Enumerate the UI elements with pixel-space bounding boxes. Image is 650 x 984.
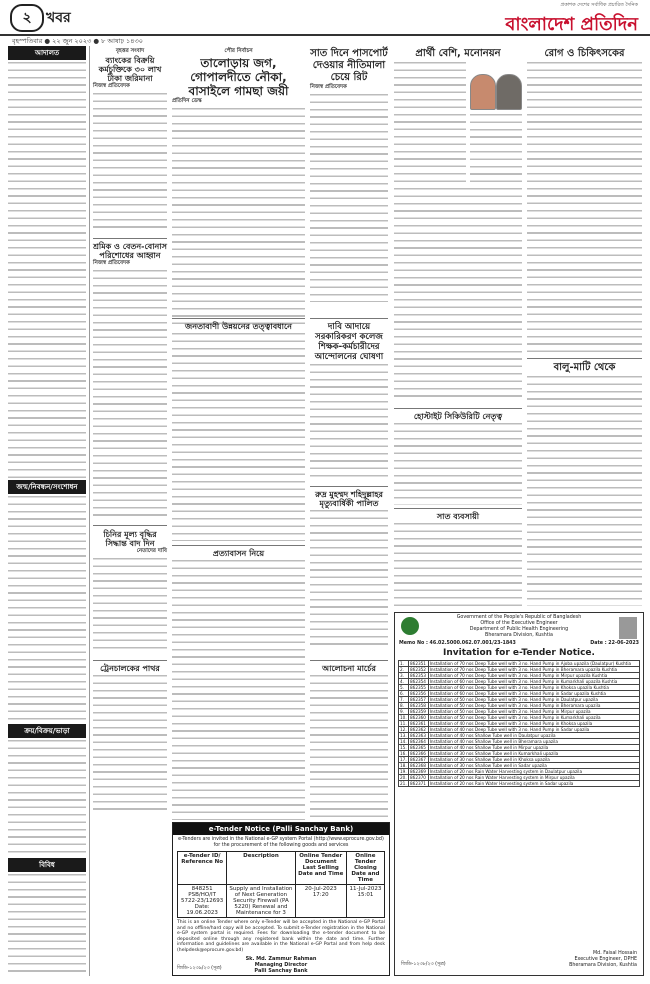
tender-row <box>399 679 640 685</box>
tender-cell: Installation of 30 nos Shallow Tube well in Sadar upazila <box>428 763 639 769</box>
gov-line-3: Department of Public Health Engineering <box>469 627 569 632</box>
divider <box>172 318 305 319</box>
tender-title: e-Tender Notice (Palli Sanchay Bank) <box>173 823 389 835</box>
tender-cell: 862356 <box>408 691 428 697</box>
divider <box>310 318 388 319</box>
tender-cell: 862358 <box>408 703 428 709</box>
invitation-signatory <box>569 951 637 969</box>
article-body <box>172 331 305 541</box>
article-disease-doctors <box>527 48 642 352</box>
headline: ট্রেনচালকের পাথর <box>100 664 160 673</box>
tender-table <box>398 660 640 787</box>
tender-cell: 18. <box>400 763 407 768</box>
tender-cell: 4. <box>399 679 409 685</box>
headline: প্রার্থী বেশি, মনোনয়ন <box>415 48 501 59</box>
tender-cell: 862362 <box>408 727 428 733</box>
headline: আলোচনা মার্চের <box>322 664 376 673</box>
article-municipal-election <box>172 48 305 324</box>
divider <box>310 660 388 661</box>
tender-cell: Installation of 60 nos Deep Tube well with 3 no. Hand Pump in Kumarkhali upazila Kushtia <box>428 679 639 685</box>
gov-line-4: Bheramara Division, Kushtia <box>485 633 553 638</box>
classified-text-4 <box>8 872 86 972</box>
tender-row <box>399 667 640 673</box>
box-title-birth: জন্ম/নিবন্ধন/সংশোধন <box>8 480 86 494</box>
classified-text-1 <box>8 60 86 480</box>
td-id: 848251 PSB/HO/IT 5722-23/12693 Date: 19.06.2023 <box>178 885 227 918</box>
article-body <box>172 558 305 820</box>
article-body <box>394 521 522 609</box>
tender-cell: 862359 <box>408 709 428 715</box>
tender-cell: Installation of 50 nos Deep Tube well with 3 no. Hand Pump in Kumarkhali upazila <box>428 715 639 721</box>
tender-cell: 17. <box>400 757 407 762</box>
box-title-buy-sell: ক্রয়/বিক্রয়/ভাড়া <box>8 724 86 738</box>
article-poet-anniversary <box>310 490 388 648</box>
tender-row <box>399 781 640 787</box>
byline: প্রতিদিন ডেস্ক <box>172 98 202 104</box>
article-body <box>93 673 167 813</box>
article-body-cont <box>470 112 522 186</box>
classified-text-2 <box>8 494 86 724</box>
tender-cell: 862355 <box>408 685 428 691</box>
article-sugar-price <box>93 530 167 651</box>
headline: বালু-মাটি থেকে <box>553 362 616 373</box>
byline: নিজস্ব প্রতিবেদক <box>93 260 130 266</box>
tender-cell: 11. <box>400 721 407 726</box>
tender-cell: Installation of 40 nos Deep Tube well with 3 no. Hand Pump in Sadar upazila <box>428 727 639 733</box>
logo-text: বাংলাদেশ প্রতিদিন <box>505 14 638 35</box>
tender-cell: 15. <box>400 745 407 750</box>
tender-cell: 3. <box>399 673 409 679</box>
tender-cell: 862363 <box>408 733 428 739</box>
signatory-title-2: Palli Sanchay Bank <box>254 967 308 974</box>
article-workers-wages <box>93 242 167 518</box>
invitation-tender-ad <box>394 612 644 976</box>
tender-cell: 862365 <box>408 745 428 751</box>
tender-cell: Installation of 40 nos Shallow Tube well in Daulatpur upazila <box>428 733 639 739</box>
headline: রোগ ও চিকিৎসকের <box>544 48 625 59</box>
gov-line-1: Government of the People's Republic of Bangladesh <box>456 615 582 620</box>
divider <box>310 486 388 487</box>
tender-cell: 862351 <box>408 661 428 667</box>
tender-cell: 862369 <box>408 769 428 775</box>
tender-cell: Installation of 20 nos Rain Water Harvesting system in Daulatpur upazila <box>428 769 639 775</box>
article-body <box>310 92 388 302</box>
headline: চিনির মূল্য বৃদ্ধির সিদ্ধান্ত বাদ দিন <box>103 530 157 548</box>
signatory-place: Bheramara Division, Kushtia <box>569 963 637 968</box>
headline: প্রত্যাবাসন নিয়ে <box>212 549 265 558</box>
article-body <box>394 421 522 505</box>
article-bank-fine <box>93 48 167 229</box>
headline: ব্যাংকের বিক্রয়ি কর্মচুক্তিকে ৩০ লাখ টাকা জরিমানা <box>98 56 162 83</box>
tender-cell: 9. <box>399 709 409 715</box>
article-development <box>172 322 305 541</box>
photo-woman <box>470 74 496 110</box>
article-body <box>172 106 305 324</box>
memo-number: Memo No : 46.02.5000.062.07.001/23-1843 <box>399 641 516 646</box>
th-last-selling: Online Tender Document Last Selling Date and Time <box>295 852 346 885</box>
article-body <box>93 556 167 651</box>
tender-cell: 14. <box>400 739 407 744</box>
kicker: বৃহত্তর সংবাদ <box>115 48 145 54</box>
tender-cell: 862361 <box>408 721 428 727</box>
article-body <box>310 673 388 823</box>
tender-cell: Installation of 60 nos Deep Tube well with 3 no. Hand Pump in Khoksa upazila Kushtia <box>428 685 639 691</box>
tender-cell: 862352 <box>408 667 428 673</box>
tender-cell: 21. <box>400 781 407 786</box>
article-body <box>310 362 388 482</box>
article-body <box>93 268 167 518</box>
tender-cell: 1. <box>399 661 409 667</box>
tender-cell: Installation of 40 nos Deep Tube well with 3 no. Hand Pump in Khoksa upazila <box>428 721 639 727</box>
tender-cell: Installation of 40 nos Shallow Tube well in Mirpur upazila <box>428 745 639 751</box>
divider <box>394 408 522 409</box>
tender-row <box>399 691 640 697</box>
divider <box>394 508 522 509</box>
palli-tender-table <box>177 851 385 918</box>
tender-row <box>399 661 640 667</box>
tender-row <box>399 673 640 679</box>
td-closing: 11-Jul-2023 15:01 <box>346 885 384 918</box>
divider <box>93 238 167 239</box>
tender-cell: Installation of 20 nos Rain Water Harvesting system in Sadar upazila <box>428 781 639 787</box>
byline: নিজস্ব প্রতিবেদক <box>310 84 347 90</box>
article-body <box>93 91 167 229</box>
classified-text-3 <box>8 738 86 858</box>
tender-cell: Installation of 50 nos Deep Tube well with 3 no. Hand Pump in Daulatpur upazila <box>428 697 639 703</box>
article-repatriation <box>172 549 305 820</box>
article-traders <box>394 512 522 609</box>
mujib-logo-icon <box>619 617 637 639</box>
tender-row <box>399 685 640 691</box>
byline: নিজস্ব প্রতিবেদক <box>93 83 130 89</box>
column-divider <box>89 46 90 976</box>
tender-cell: 8. <box>399 703 409 709</box>
article-discussion <box>310 664 388 823</box>
tender-cell: 862364 <box>408 739 428 745</box>
tender-cell: 862367 <box>408 757 428 763</box>
headline: তালোড়ায় জগ, গোপালদীতে নৌকা, বাসাইলে গামছা জয়ী <box>188 56 289 98</box>
gov-line-2: Office of the Executive Engineer <box>480 621 558 626</box>
headline: সাত দিনে পাসপোর্ট দেওয়ার নীতিমালা চেয়ে রিট <box>310 48 388 83</box>
tender-cell: Installation of 70 nos Deep Tube well with 3 no. Hand Pump in Bheramara upazila Kushtia <box>428 667 639 673</box>
divider <box>93 660 167 661</box>
tender-cell: 862357 <box>408 697 428 703</box>
kicker: পৌর নির্বাচন <box>224 48 253 54</box>
invitation-title: Invitation for e-Tender Notice. <box>443 648 595 658</box>
tender-cell: 19. <box>400 769 407 774</box>
memo-line <box>395 639 643 648</box>
tender-cell: 862370 <box>408 775 428 781</box>
divider <box>93 525 167 526</box>
headline: রুদ্র মুহম্মদ শহিদুল্লাহর মৃত্যুবার্ষিকী পালিত <box>315 490 383 508</box>
tender-cell: 2. <box>399 667 409 673</box>
tender-cell: Installation of 70 nos Deep Tube well with 3 no. Hand Pump in Ajoba upazila (Daulatpur) Kushtia <box>428 661 639 667</box>
tender-cell: Installation of 20 nos Rain Water Harvesting system in Mirpur upazila <box>428 775 639 781</box>
article-candidates <box>394 48 522 402</box>
ad-code: জিডি-১২৩৯/২৩ (সূত্র) <box>177 966 222 971</box>
article-body <box>527 374 642 606</box>
headline: দাবি আদায়ে সরকারিকরণ কলেজ শিক্ষক-কর্মচারীদের আন্দোলনের ঘোষণা <box>314 322 384 362</box>
gov-heading <box>395 613 643 639</box>
tender-cell: Installation of 40 nos Shallow Tube well in Bheramara upazila <box>428 739 639 745</box>
tender-cell: 862368 <box>408 763 428 769</box>
box-title-misc: বিবিধ <box>8 858 86 872</box>
divider <box>527 358 642 359</box>
tender-cell: 862354 <box>408 679 428 685</box>
headline: শ্রমিক ও বেতন-বোনাস পরিশোধের আহ্বান <box>93 242 167 260</box>
tender-cell: 7. <box>399 697 409 703</box>
ad-code: জিডি-১২৩৮/২৩ (সূত্র) <box>401 962 446 967</box>
divider <box>172 545 305 546</box>
box-title-court: আদালত <box>8 46 86 60</box>
tender-cell: 862371 <box>408 781 428 787</box>
tender-intro: e-Tenders are invited in the National e-GP system Portal (http://www.eprocure.gov.bd) for the procurement of the following goods and services <box>178 837 384 848</box>
article-sand-soil <box>527 362 642 606</box>
gov-seal-icon <box>401 617 419 635</box>
headline: হোস্টাইট সিকিউরিটি নেতৃত্ব <box>413 412 503 421</box>
photo-man <box>496 74 522 110</box>
newspaper-logo <box>505 2 638 41</box>
tender-cell: 16. <box>400 751 407 756</box>
th-desc: Description <box>227 852 295 885</box>
tender-cell: Installation of 70 nos Deep Tube well with 3 no. Hand Pump in Mirpur upazila Kushtia <box>428 673 639 679</box>
tender-cell: Installation of 30 nos Shallow Tube well in Khoksa upazila <box>428 757 639 763</box>
date-line: বৃহস্পতিবার ● ২২ জুন ২০২৩ ● ৮ আষাঢ় ১৪৩০ <box>12 37 143 45</box>
th-id: e-Tender ID/ Reference No <box>178 852 227 885</box>
th-closing: Online Tender Closing Date and Time <box>346 852 384 885</box>
td-desc: Supply and Installation of Next Generation Security Firewall (PA 5220) Renewal and Maintenance for 3 <box>227 885 295 918</box>
headline: সাত ব্যবসায়ী <box>436 512 480 521</box>
tender-cell: Installation of 60 nos Deep Tube well with 3 no. Hand Pump in Sadar upazila Kushtia <box>428 691 639 697</box>
headline: জনতাবাণী উন্নয়নের তত্ত্বাবধানে <box>185 322 292 331</box>
tender-cell: 20. <box>400 775 407 780</box>
article-body <box>394 60 466 186</box>
tender-cell: 862360 <box>408 715 428 721</box>
tender-cell: Installation of 30 nos Shallow Tube well in Kumarkhali upazila <box>428 751 639 757</box>
page-number: ২ <box>10 4 44 32</box>
tender-cell: 6. <box>399 691 409 697</box>
classifieds-column <box>8 46 86 972</box>
tender-cell: 10. <box>400 715 407 720</box>
logo-tagline: প্রকাশক দেশের সর্বাধিক প্রচারিত দৈনিক <box>560 2 638 8</box>
tender-cell: 862366 <box>408 751 428 757</box>
tender-footer: This is an online Tender where only e-Tender will be accepted in the National e-GP Portal and no offline/hard copy will be accepted. To submit e-Tender registration in the National e-GP system portal is required. Fees for downloading the e-tender document to be deposited online through any registered bank within the date and time. Further information and guidelines are available in the National e-GP Portal and from help desk (helpdesk@eprocure.gov.bd) <box>177 920 385 953</box>
memo-date: Date : 22-06-2023 <box>590 641 639 646</box>
tender-cell: 13. <box>400 733 407 738</box>
article-security <box>394 412 522 505</box>
tender-cell: Installation of 50 nos Deep Tube well with 3 no. Hand Pump in Bheramara upazila <box>428 703 639 709</box>
sub-headline: নেতাদের দাবি <box>136 548 167 554</box>
section-title: খবর <box>46 10 71 26</box>
signatory-title: Executive Engineer, DPHE <box>574 957 637 962</box>
article-body-2 <box>394 186 522 402</box>
td-last-selling: 20-Jul-2023 17:20 <box>295 885 346 918</box>
article-college-teachers <box>310 322 388 482</box>
palli-tender-ad <box>172 822 390 976</box>
tender-cell: Installation of 50 nos Deep Tube well with 3 no. Hand Pump in Mirpur upazila <box>428 709 639 715</box>
article-body <box>310 508 388 648</box>
tender-cell: 5. <box>399 685 409 691</box>
tender-cell: 12. <box>400 727 407 732</box>
signatory-name: Md. Faisal Hossain <box>593 951 637 956</box>
signatory-name: Sk. Md. Zammur Rahman <box>245 955 317 962</box>
article-train-driver <box>93 664 167 813</box>
tender-cell: 862353 <box>408 673 428 679</box>
article-body <box>527 60 642 352</box>
article-passport-writ <box>310 48 388 302</box>
signatory-title-1: Managing Director <box>254 961 308 968</box>
